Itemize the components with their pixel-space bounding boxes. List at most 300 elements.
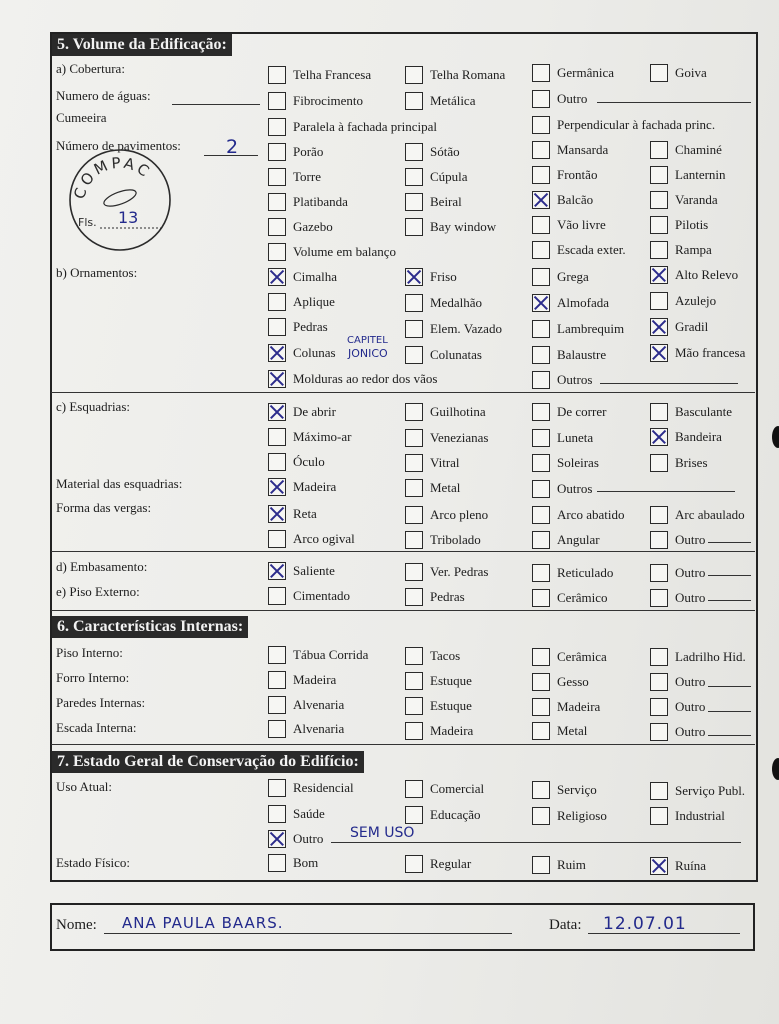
checkbox[interactable] <box>268 671 286 689</box>
option-label: Outros <box>557 481 593 496</box>
checkbox[interactable] <box>650 166 668 184</box>
option-label: Basculante <box>675 404 733 419</box>
option-label: Vitral <box>430 455 460 470</box>
option-pilotis[interactable] <box>650 216 708 234</box>
option-sotao[interactable] <box>405 143 460 161</box>
option-fibrocimento[interactable] <box>268 92 363 110</box>
checkbox[interactable] <box>268 428 286 446</box>
option-outros[interactable] <box>532 371 592 389</box>
option-outro[interactable] <box>650 698 705 716</box>
option-label: Elem. Vazado <box>430 321 502 336</box>
checkbox[interactable] <box>532 480 550 498</box>
label-esquadrias: c) Esquadrias: <box>56 399 131 414</box>
option-outro[interactable] <box>650 531 705 549</box>
binder-hole-top <box>772 426 779 448</box>
svg-text:COMPAC <box>70 154 155 201</box>
checkbox[interactable] <box>268 218 286 236</box>
option-arco-abatido[interactable] <box>532 506 625 524</box>
option-label: Frontão <box>557 167 598 182</box>
checkbox[interactable] <box>650 648 668 666</box>
checkbox[interactable] <box>268 293 286 311</box>
option-madeira[interactable] <box>532 698 600 716</box>
checkbox[interactable] <box>268 118 286 136</box>
option-ceramico[interactable] <box>532 589 608 607</box>
checkbox[interactable] <box>268 587 286 605</box>
outros-material-blank <box>597 479 735 492</box>
option-metal[interactable] <box>532 722 587 740</box>
option-industrial[interactable] <box>650 807 725 825</box>
checkbox[interactable] <box>268 805 286 823</box>
section-5-heading: 5. Volume da Edificação: <box>52 34 232 56</box>
checkbox[interactable] <box>532 116 550 134</box>
option-label: Tribolado <box>430 532 481 547</box>
checkbox[interactable] <box>405 168 423 186</box>
option-reta[interactable] <box>268 505 317 523</box>
checkbox[interactable] <box>650 241 668 259</box>
checkbox[interactable] <box>405 403 423 421</box>
label-cobertura: a) Cobertura: <box>56 61 125 76</box>
checkbox[interactable] <box>405 143 423 161</box>
checkbox[interactable] <box>532 403 550 421</box>
checkbox[interactable] <box>532 429 550 447</box>
checkbox[interactable] <box>650 403 668 421</box>
label-numero-pavimentos: Número de pavimentos: <box>56 138 181 153</box>
option-label: Perpendicular à fachada princ. <box>557 117 716 132</box>
option-label: Gradil <box>675 319 709 334</box>
checkbox[interactable] <box>405 563 423 581</box>
option-label: Brises <box>675 455 708 470</box>
checkbox[interactable] <box>532 722 550 740</box>
option-ceramica[interactable] <box>532 648 607 666</box>
checkbox[interactable] <box>405 531 423 549</box>
checkbox[interactable] <box>405 806 423 824</box>
checkbox[interactable] <box>405 193 423 211</box>
checkbox[interactable] <box>532 589 550 607</box>
option-label: Molduras ao redor dos vãos <box>293 371 438 386</box>
checkbox[interactable] <box>650 531 668 549</box>
checkbox[interactable] <box>268 168 286 186</box>
checkbox[interactable] <box>405 294 423 312</box>
option-medalhao[interactable] <box>405 294 482 312</box>
checkbox[interactable] <box>532 856 550 874</box>
checkbox[interactable] <box>405 672 423 690</box>
checkbox-checked[interactable] <box>268 505 286 523</box>
checkbox-checked[interactable] <box>268 403 286 421</box>
option-de-abrir[interactable] <box>268 403 336 421</box>
option-pedras[interactable] <box>268 318 328 336</box>
label-embasamento: d) Embasamento: <box>56 559 148 574</box>
option-madeira[interactable] <box>405 722 473 740</box>
option-ruina[interactable] <box>650 857 706 875</box>
option-pedras[interactable] <box>405 588 465 606</box>
option-madeira[interactable] <box>268 671 336 689</box>
option-volume-em-balanco[interactable] <box>268 243 396 261</box>
checkbox[interactable] <box>268 720 286 738</box>
label-ornamentos: b) Ornamentos: <box>56 265 138 280</box>
option-ruim[interactable] <box>532 856 586 874</box>
option-alvenaria[interactable] <box>268 720 344 738</box>
checkbox[interactable] <box>268 92 286 110</box>
checkbox[interactable] <box>268 243 286 261</box>
label-data: Data: <box>549 917 582 933</box>
checkbox[interactable] <box>532 320 550 338</box>
option-regular[interactable] <box>405 855 471 873</box>
checkbox[interactable] <box>532 506 550 524</box>
outro-embasamento-blank <box>708 563 751 576</box>
checkbox-checked[interactable] <box>405 268 423 286</box>
checkbox[interactable] <box>405 320 423 338</box>
option-label: De correr <box>557 404 607 419</box>
option-label: Vão livre <box>557 217 606 232</box>
checkbox-checked[interactable] <box>650 857 668 875</box>
option-label: Luneta <box>557 430 594 445</box>
option-telha-francesa[interactable] <box>268 66 371 84</box>
option-varanda[interactable] <box>650 191 718 209</box>
checkbox[interactable] <box>268 646 286 664</box>
option-outro[interactable] <box>650 723 705 741</box>
option-outro[interactable] <box>268 830 323 848</box>
option-gradil[interactable] <box>650 318 708 336</box>
option-perpendicular-a-fachada-princ[interactable] <box>532 116 715 134</box>
option-gesso[interactable] <box>532 673 589 691</box>
option-label: Estuque <box>430 673 472 688</box>
checkbox[interactable] <box>405 66 423 84</box>
option-label: Outro <box>675 699 706 714</box>
option-ver-pedras[interactable] <box>405 563 489 581</box>
option-almofada[interactable] <box>532 294 609 312</box>
checkbox[interactable] <box>650 454 668 472</box>
checkbox-checked[interactable] <box>650 344 668 362</box>
divider-section-7 <box>51 744 755 745</box>
checkbox-checked[interactable] <box>650 318 668 336</box>
option-label: Colunatas <box>430 347 482 362</box>
option-azulejo[interactable] <box>650 292 716 310</box>
checkbox-checked[interactable] <box>268 478 286 496</box>
option-label: Ruim <box>557 857 586 872</box>
option-estuque[interactable] <box>405 672 472 690</box>
option-label: Balaustre <box>557 347 607 362</box>
option-reticulado[interactable] <box>532 564 613 582</box>
option-label: Sótão <box>430 144 460 159</box>
checkbox-checked[interactable] <box>532 191 550 209</box>
option-label: Cimalha <box>293 269 338 284</box>
option-guilhotina[interactable] <box>405 403 486 421</box>
checkbox-checked[interactable] <box>650 266 668 284</box>
checkbox[interactable] <box>405 588 423 606</box>
handwritten-folha: 13 <box>118 208 139 227</box>
label-nome: Nome: <box>56 917 97 933</box>
option-outro[interactable] <box>650 673 705 691</box>
option-vitral[interactable] <box>405 454 460 472</box>
option-comercial[interactable] <box>405 780 484 798</box>
option-ladrilho-hid[interactable] <box>650 648 746 666</box>
checkbox-checked[interactable] <box>268 830 286 848</box>
checkbox[interactable] <box>405 855 423 873</box>
option-colunatas[interactable] <box>405 346 482 364</box>
checkbox[interactable] <box>650 589 668 607</box>
checkbox[interactable] <box>532 698 550 716</box>
option-cimentado[interactable] <box>268 587 350 605</box>
option-luneta[interactable] <box>532 429 593 447</box>
option-balcao[interactable] <box>532 191 593 209</box>
option-saliente[interactable] <box>268 562 335 580</box>
checkbox[interactable] <box>268 453 286 471</box>
option-label: Pilotis <box>675 217 709 232</box>
checkbox-checked[interactable] <box>268 344 286 362</box>
checkbox[interactable] <box>532 781 550 799</box>
option-label: Aplique <box>293 294 335 309</box>
checkbox-checked[interactable] <box>532 294 550 312</box>
checkbox[interactable] <box>532 673 550 691</box>
option-germanica[interactable] <box>532 64 614 82</box>
checkbox[interactable] <box>650 807 668 825</box>
outro-verga-blank <box>708 530 751 543</box>
option-porao[interactable] <box>268 143 323 161</box>
option-label: Paralela à fachada principal <box>293 119 437 134</box>
checkbox[interactable] <box>532 216 550 234</box>
option-saude[interactable] <box>268 805 325 823</box>
checkbox[interactable] <box>405 429 423 447</box>
checkbox[interactable] <box>532 241 550 259</box>
option-label: Mansarda <box>557 142 609 157</box>
option-rampa[interactable] <box>650 241 712 259</box>
option-brises[interactable] <box>650 454 708 472</box>
option-label: Rampa <box>675 242 712 257</box>
checkbox[interactable] <box>532 141 550 159</box>
option-estuque[interactable] <box>405 697 472 715</box>
label-forma-vergas: Forma das vergas: <box>56 500 152 515</box>
checkbox-checked[interactable] <box>268 562 286 580</box>
checkbox[interactable] <box>532 64 550 82</box>
checkbox[interactable] <box>532 454 550 472</box>
option-label: Gazebo <box>293 219 333 234</box>
handwritten-data: 12.07.01 <box>603 914 687 934</box>
option-label: Cerâmica <box>557 649 607 664</box>
option-bom[interactable] <box>268 854 318 872</box>
checkbox[interactable] <box>268 143 286 161</box>
checkbox[interactable] <box>532 648 550 666</box>
checkbox[interactable] <box>268 779 286 797</box>
option-escada-exter[interactable] <box>532 241 626 259</box>
checkbox[interactable] <box>650 564 668 582</box>
option-label: Angular <box>557 532 600 547</box>
option-label: Cerâmico <box>557 590 608 605</box>
option-label: Outro <box>675 724 706 739</box>
checkbox[interactable] <box>268 318 286 336</box>
option-label: Friso <box>430 269 457 284</box>
handwritten-nome: ANA PAULA BAARS. <box>122 914 284 932</box>
option-label: Pedras <box>293 319 328 334</box>
option-arco-pleno[interactable] <box>405 506 488 524</box>
option-molduras-ao-redor-dos-vaos[interactable] <box>268 370 437 388</box>
option-residencial[interactable] <box>268 779 354 797</box>
option-outro[interactable] <box>650 589 705 607</box>
option-maximo-ar[interactable] <box>268 428 351 446</box>
checkbox[interactable] <box>650 723 668 741</box>
label-numero-aguas: Numero de águas: <box>56 88 151 103</box>
label-uso-atual: Uso Atual: <box>56 779 112 794</box>
checkbox[interactable] <box>405 647 423 665</box>
checkbox[interactable] <box>405 346 423 364</box>
checkbox[interactable] <box>405 722 423 740</box>
option-beiral[interactable] <box>405 193 462 211</box>
checkbox[interactable] <box>405 780 423 798</box>
option-outros[interactable] <box>532 480 592 498</box>
option-label: Outro <box>675 674 706 689</box>
option-label: Regular <box>430 856 472 871</box>
binder-hole-bottom <box>772 758 779 780</box>
outro-escada-blank <box>708 723 751 736</box>
option-label: Madeira <box>293 672 337 687</box>
option-mao-francesa[interactable] <box>650 344 745 362</box>
option-label: Outro <box>675 565 706 580</box>
option-paralela-a-fachada-principal[interactable] <box>268 118 437 136</box>
checkbox[interactable] <box>650 292 668 310</box>
option-bandeira[interactable] <box>650 428 722 446</box>
divider-section-6 <box>51 610 755 611</box>
option-frontao[interactable] <box>532 166 597 184</box>
checkbox-checked[interactable] <box>650 428 668 446</box>
option-label: Tábua Corrida <box>293 647 369 662</box>
option-label: Tacos <box>430 648 461 663</box>
option-venezianas[interactable] <box>405 429 488 447</box>
checkbox[interactable] <box>650 216 668 234</box>
option-label: Alvenaria <box>293 697 345 712</box>
option-de-correr[interactable] <box>532 403 606 421</box>
option-colunas[interactable] <box>268 344 336 362</box>
option-bay-window[interactable] <box>405 218 496 236</box>
checkbox[interactable] <box>268 854 286 872</box>
checkbox[interactable] <box>405 218 423 236</box>
option-label: Alvenaria <box>293 721 345 736</box>
option-label: Venezianas <box>430 430 489 445</box>
option-label: Metal <box>557 723 588 738</box>
checkbox[interactable] <box>405 697 423 715</box>
option-arco-ogival[interactable] <box>268 530 355 548</box>
option-label: De abrir <box>293 404 336 419</box>
option-aplique[interactable] <box>268 293 335 311</box>
checkbox[interactable] <box>268 696 286 714</box>
option-tribolado[interactable] <box>405 531 481 549</box>
option-servico-publ[interactable] <box>650 782 745 800</box>
option-servico[interactable] <box>532 781 597 799</box>
option-label: Madeira <box>293 479 337 494</box>
option-goiva[interactable] <box>650 64 707 82</box>
checkbox[interactable] <box>650 141 668 159</box>
option-religioso[interactable] <box>532 807 607 825</box>
option-label: Industrial <box>675 808 725 823</box>
checkbox[interactable] <box>532 371 550 389</box>
option-cupula[interactable] <box>405 168 468 186</box>
checkbox[interactable] <box>650 506 668 524</box>
option-label: Chaminé <box>675 142 722 157</box>
option-label: Arc abaulado <box>675 507 745 522</box>
option-alvenaria[interactable] <box>268 696 344 714</box>
option-metal[interactable] <box>405 479 460 497</box>
option-lambrequim[interactable] <box>532 320 624 338</box>
checkbox[interactable] <box>405 479 423 497</box>
outro-cobertura-blank <box>597 90 751 103</box>
checkbox[interactable] <box>268 66 286 84</box>
checkbox[interactable] <box>268 193 286 211</box>
checkbox[interactable] <box>532 807 550 825</box>
checkbox[interactable] <box>650 698 668 716</box>
option-oculo[interactable] <box>268 453 325 471</box>
option-educacao[interactable] <box>405 806 481 824</box>
checkbox[interactable] <box>532 166 550 184</box>
option-lanternin[interactable] <box>650 166 726 184</box>
option-tabua-corrida[interactable] <box>268 646 368 664</box>
outro-piso-externo-blank <box>708 588 751 601</box>
option-soleiras[interactable] <box>532 454 599 472</box>
checkbox[interactable] <box>405 506 423 524</box>
option-torre[interactable] <box>268 168 321 186</box>
option-chamine[interactable] <box>650 141 722 159</box>
option-label: Azulejo <box>675 293 717 308</box>
checkbox[interactable] <box>532 268 550 286</box>
option-telha-romana[interactable] <box>405 66 505 84</box>
option-label: Colunas <box>293 345 336 360</box>
option-metalica[interactable] <box>405 92 475 110</box>
checkbox[interactable] <box>532 531 550 549</box>
checkbox[interactable] <box>650 673 668 691</box>
option-basculante[interactable] <box>650 403 732 421</box>
label-forro-interno: Forro Interno: <box>56 670 130 685</box>
option-vao-livre[interactable] <box>532 216 606 234</box>
option-outro[interactable] <box>532 90 587 108</box>
option-label: Cimentado <box>293 588 351 603</box>
checkbox[interactable] <box>532 346 550 364</box>
option-label: Máximo-ar <box>293 429 352 444</box>
option-label: Ruína <box>675 858 707 873</box>
label-paredes-internas: Paredes Internas: <box>56 695 146 710</box>
checkbox[interactable] <box>405 92 423 110</box>
option-tacos[interactable] <box>405 647 460 665</box>
checkbox-checked[interactable] <box>268 268 286 286</box>
option-label: Ver. Pedras <box>430 564 489 579</box>
checkbox[interactable] <box>405 454 423 472</box>
checkbox[interactable] <box>650 191 668 209</box>
option-label: Arco abatido <box>557 507 625 522</box>
checkbox[interactable] <box>532 564 550 582</box>
option-balaustre[interactable] <box>532 346 606 364</box>
option-angular[interactable] <box>532 531 600 549</box>
option-label: Varanda <box>675 192 718 207</box>
option-label: Outro <box>675 590 706 605</box>
option-gazebo[interactable] <box>268 218 333 236</box>
option-label: Serviço <box>557 782 597 797</box>
option-madeira[interactable] <box>268 478 336 496</box>
option-alto-relevo[interactable] <box>650 266 738 284</box>
divider-esquadrias <box>51 392 755 393</box>
option-platibanda[interactable] <box>268 193 348 211</box>
checkbox[interactable] <box>532 90 550 108</box>
checkbox[interactable] <box>650 782 668 800</box>
option-outro[interactable] <box>650 564 705 582</box>
option-arc-abaulado[interactable] <box>650 506 745 524</box>
option-grega[interactable] <box>532 268 589 286</box>
option-cimalha[interactable] <box>268 268 337 286</box>
option-elem-vazado[interactable] <box>405 320 502 338</box>
handwritten-pavimentos: 2 <box>226 136 239 158</box>
checkbox[interactable] <box>650 64 668 82</box>
option-label: Mão francesa <box>675 345 746 360</box>
checkbox[interactable] <box>268 530 286 548</box>
option-label: Beiral <box>430 194 462 209</box>
checkbox-checked[interactable] <box>268 370 286 388</box>
option-friso[interactable] <box>405 268 457 286</box>
option-mansarda[interactable] <box>532 141 608 159</box>
